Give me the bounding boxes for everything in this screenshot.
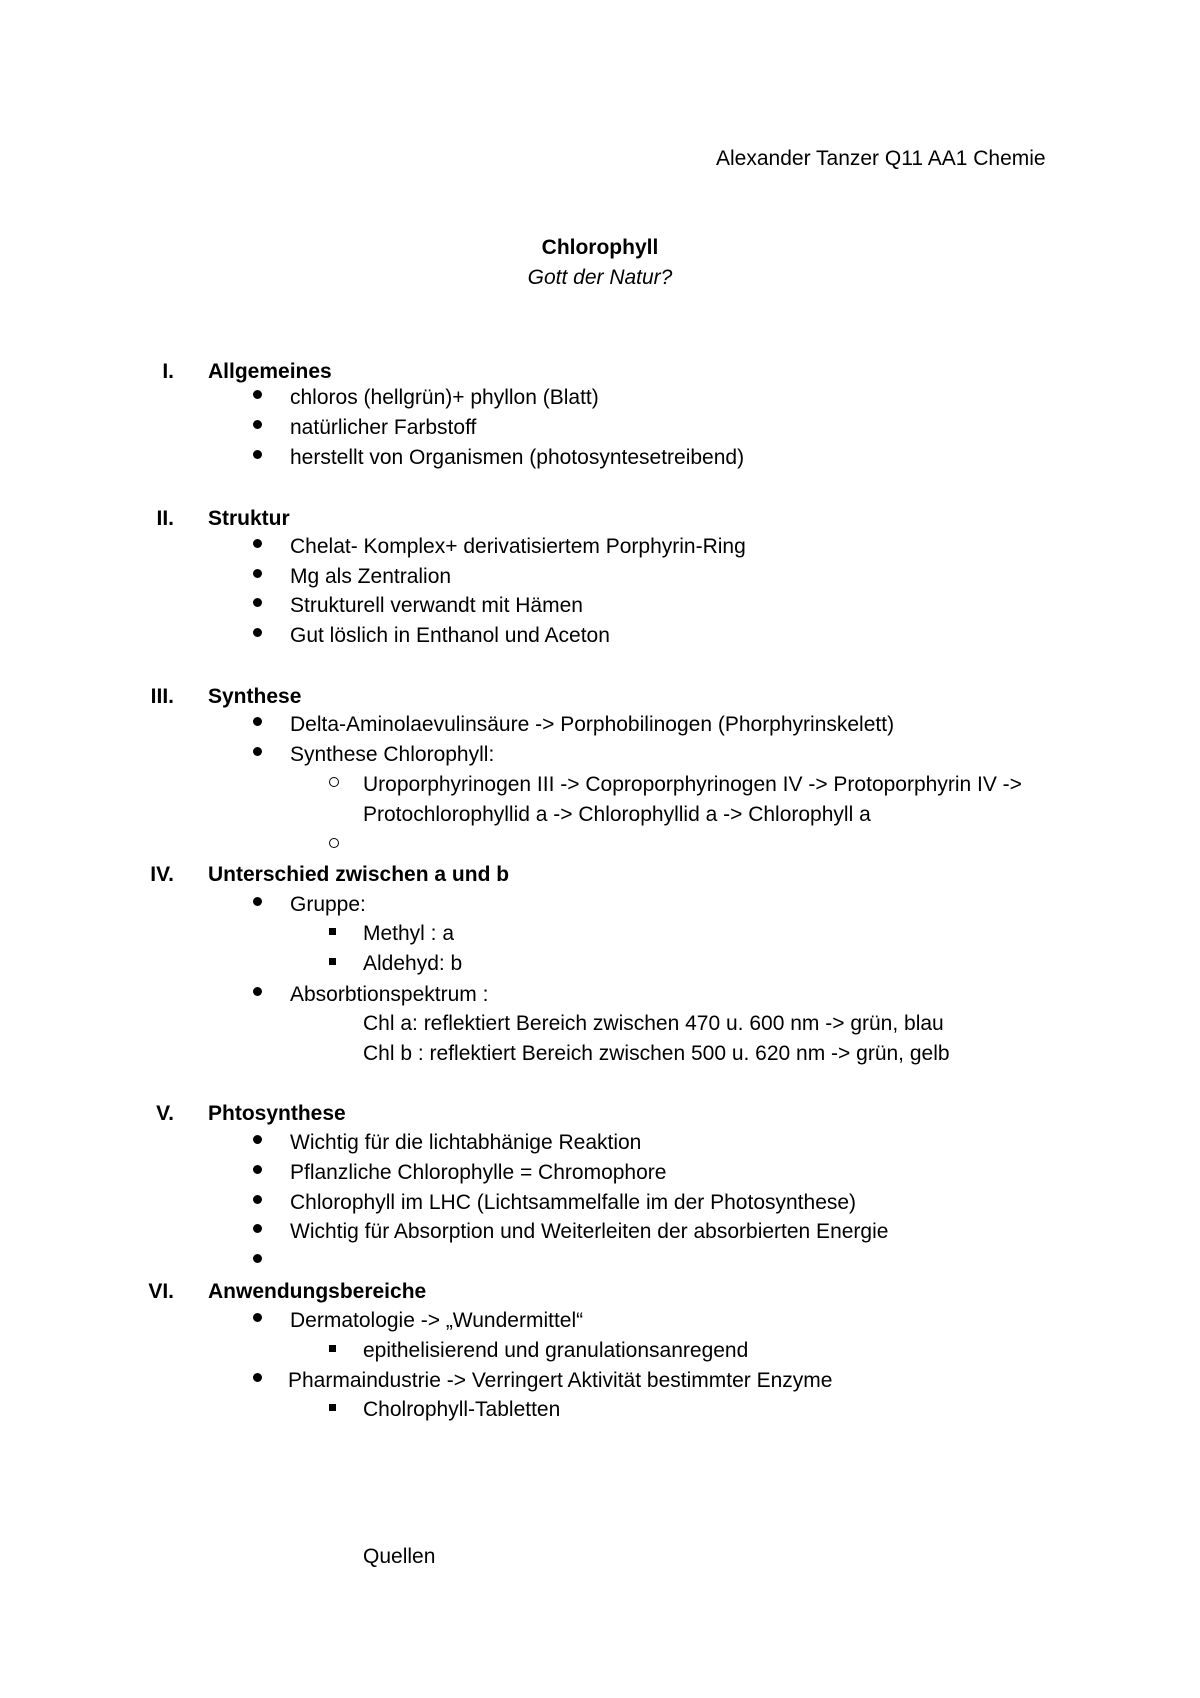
bullet-icon bbox=[253, 569, 262, 578]
bullet-icon bbox=[253, 1195, 262, 1204]
bullet-icon bbox=[253, 539, 262, 548]
sub-list-item-continued: Protochlorophyllid a -> Chlorophyllid a -> Chlorophyll a bbox=[363, 803, 871, 826]
list-item: Chlorophyll im LHC (Lichtsammelfalle im der Photosynthese) bbox=[290, 1191, 857, 1214]
list-item: Pharmaindustrie -> Verringert Aktivität bestimmter Enzyme bbox=[288, 1369, 833, 1392]
square-bullet-icon bbox=[329, 958, 336, 965]
sub-list-item: Aldehyd: b bbox=[363, 952, 463, 975]
list-item: Dermatologie -> „Wundermittel“ bbox=[290, 1309, 584, 1332]
list-item: Gut löslich in Enthanol und Aceton bbox=[290, 624, 610, 647]
list-item: natürlicher Farbstoff bbox=[290, 416, 477, 439]
list-item: Chelat- Komplex+ derivatisiertem Porphyrin-Ring bbox=[290, 535, 746, 558]
bullet-icon bbox=[253, 420, 262, 429]
section-title: Struktur bbox=[208, 507, 290, 530]
sub-list-item: Cholrophyll-Tabletten bbox=[363, 1398, 561, 1421]
list-item: herstellt von Organismen (photosyntesetreibend) bbox=[290, 446, 745, 469]
list-item: Absorbtionspektrum : bbox=[290, 983, 489, 1006]
square-bullet-icon bbox=[329, 1404, 336, 1411]
circle-bullet-icon bbox=[329, 777, 339, 787]
bullet-icon bbox=[253, 987, 262, 996]
sources-heading: Quellen bbox=[363, 1545, 436, 1568]
section-numeral: IV. bbox=[150, 863, 174, 886]
section-title: Anwendungsbereiche bbox=[208, 1280, 427, 1303]
list-item: Wichtig für Absorption und Weiterleiten der absorbierten Energie bbox=[290, 1220, 889, 1243]
list-item: Wichtig für die lichtabhänige Reaktion bbox=[290, 1131, 642, 1154]
bullet-icon bbox=[253, 1373, 262, 1382]
spectrum-note: Chl b : reflektiert Bereich zwischen 500 u. 620 nm -> grün, gelb bbox=[363, 1042, 950, 1065]
bullet-icon bbox=[253, 628, 262, 637]
list-item: Strukturell verwandt mit Hämen bbox=[290, 594, 583, 617]
bullet-icon bbox=[253, 1313, 262, 1322]
bullet-icon bbox=[253, 598, 262, 607]
list-item: Synthese Chlorophyll: bbox=[290, 743, 495, 766]
section-title: Unterschied zwischen a und b bbox=[208, 863, 510, 886]
bullet-icon bbox=[253, 1254, 262, 1263]
list-item: Gruppe: bbox=[290, 893, 366, 916]
bullet-icon bbox=[253, 717, 262, 726]
section-numeral: II. bbox=[156, 507, 174, 530]
section-numeral: I. bbox=[162, 360, 174, 383]
list-item: Mg als Zentralion bbox=[290, 565, 452, 588]
spectrum-note: Chl a: reflektiert Bereich zwischen 470 u. 600 nm -> grün, blau bbox=[363, 1012, 944, 1035]
square-bullet-icon bbox=[329, 928, 336, 935]
bullet-icon bbox=[253, 747, 262, 756]
document-subtitle: Gott der Natur? bbox=[527, 266, 673, 289]
list-item: chloros (hellgrün)+ phyllon (Blatt) bbox=[290, 386, 599, 409]
author-header: Alexander Tanzer Q11 AA1 Chemie bbox=[716, 147, 1046, 170]
section-numeral: VI. bbox=[148, 1280, 174, 1303]
sub-list-item: Methyl : a bbox=[363, 922, 455, 945]
bullet-icon bbox=[253, 1224, 262, 1233]
section-numeral: V. bbox=[156, 1102, 174, 1125]
section-title: Synthese bbox=[208, 685, 302, 708]
section-numeral: III. bbox=[150, 685, 174, 708]
list-item: Pflanzliche Chlorophylle = Chromophore bbox=[290, 1161, 667, 1184]
section-title: Phtosynthese bbox=[208, 1102, 346, 1125]
circle-bullet-icon bbox=[329, 838, 339, 848]
bullet-icon bbox=[253, 1135, 262, 1144]
bullet-icon bbox=[253, 897, 262, 906]
bullet-icon bbox=[253, 390, 262, 399]
section-title: Allgemeines bbox=[208, 360, 332, 383]
sub-list-item: epithelisierend und granulationsanregend bbox=[363, 1339, 749, 1362]
list-item: Delta-Aminolaevulinsäure -> Porphobilinogen (Phorphyrinskelett) bbox=[290, 713, 895, 736]
document-title: Chlorophyll bbox=[541, 236, 659, 259]
bullet-icon bbox=[253, 450, 262, 459]
sub-list-item: Uroporphyrinogen III -> Coproporphyrinogen IV -> Protoporphyrin IV -> bbox=[363, 773, 1022, 796]
square-bullet-icon bbox=[329, 1345, 336, 1352]
bullet-icon bbox=[253, 1165, 262, 1174]
